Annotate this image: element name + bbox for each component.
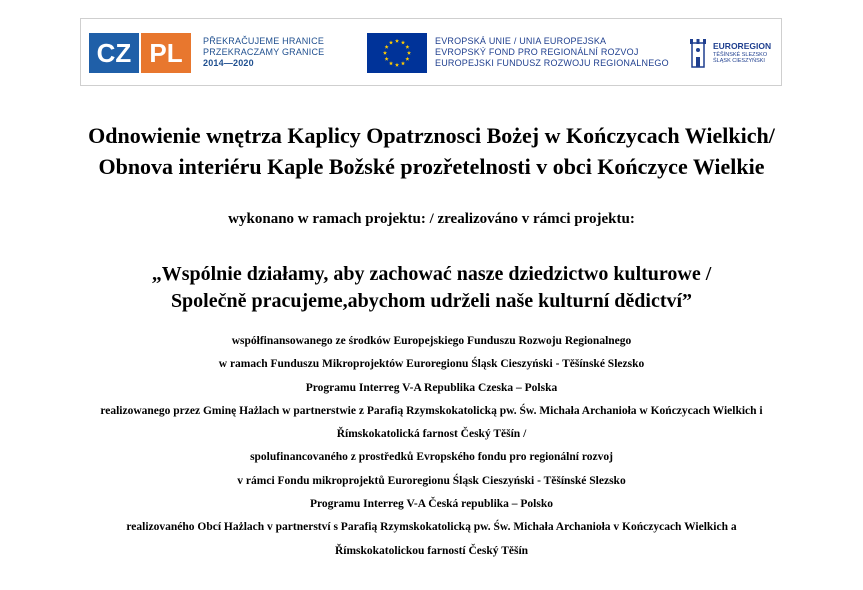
project-name-czech: Společně pracujeme,abychom udrželi naše kulturní dědictví”	[170, 290, 693, 312]
funding-line: w ramach Funduszu Mikroprojektów Euroregionu Śląsk Cieszyński - Těšínské Slezsko	[218, 358, 645, 371]
czpl-slogan	[203, 36, 324, 69]
euroregion-subtitle	[713, 52, 767, 64]
eu-flag-icon	[367, 33, 427, 73]
svg-text:PL: PL	[149, 38, 183, 68]
czpl-years: 2014—2020	[203, 58, 254, 68]
euroregion-line: TĚŠÍNSKÉ SLEZSKO	[713, 52, 768, 58]
eu-line: EVROPSKÝ FOND PRO REGIONÁLNÍ ROZVOJ	[435, 47, 639, 57]
czpl-line: PRZEKRACZAMY GRANICE	[203, 47, 325, 57]
title-line-polish: Odnowienie wnętrza Kaplicy Opatrznosci Bożej w Kończycach Wielkich/	[88, 123, 775, 148]
euroregion-title: EUROREGION	[713, 41, 772, 51]
logo-bar	[80, 18, 782, 86]
project-name-polish: „Wspólnie działamy, aby zachować nasze dziedzictwo kulturowe /	[151, 263, 712, 285]
title-line-czech: Obnova interiéru Kaple Božské prozřetelnosti v obci Kończyce Wielkie	[98, 154, 765, 179]
euroregion-line: ŚLĄSK CIESZYŃSKI	[713, 58, 765, 64]
funding-line: Římskokatolická farnost Český Těšín /	[336, 428, 527, 441]
eu-fund-text	[435, 36, 669, 69]
funding-line: Programu Interreg V-A Česká republika – Polsko	[310, 498, 553, 511]
funding-line: Programu Interreg V-A Republika Czeska – Polska	[305, 381, 558, 394]
euroregion-tower-icon	[687, 35, 709, 69]
funding-statement	[0, 330, 863, 563]
funding-line: realizovaného Obcí Hażlach v partnerství s Parafią Rzymskokatolicką pw. Św. Michała Archanioła v Kończycach Wielkich a	[126, 521, 737, 534]
project-intro: wykonano w ramach projektu: / zrealizováno v rámci projektu:	[228, 211, 635, 227]
project-name	[0, 261, 863, 315]
funding-line: Římskokatolickou farností Český Těšín	[334, 544, 529, 557]
funding-line: współfinansowanego ze środków Europejskiego Funduszu Rozwoju Regionalnego	[231, 335, 632, 347]
funding-line: realizowanego przez Gminę Hażlach w partnerstwie z Parafią Rzymskokatolicką pw. Św. Michała Archanioła w Kończycach Wielkich i	[100, 404, 763, 417]
funding-line: spolufinancovaného z prostředků Evropského fondu pro regionální rozvoj	[250, 451, 613, 464]
page-title	[0, 120, 863, 182]
euroregion-logo	[687, 35, 779, 75]
funding-line: v rámci Fondu mikroprojektů Euroregionu Śląsk Cieszyński - Těšínské Slezsko	[237, 474, 626, 487]
czpl-logo	[89, 33, 191, 73]
eu-line: EVROPSKÁ UNIE / UNIA EUROPEJSKA	[435, 36, 607, 46]
svg-text:CZ: CZ	[96, 38, 132, 68]
eu-line: EUROPEJSKI FUNDUSZ ROZWOJU REGIONALNEGO	[435, 58, 669, 68]
czpl-line: PŘEKRAČUJEME HRANICE	[203, 36, 325, 46]
